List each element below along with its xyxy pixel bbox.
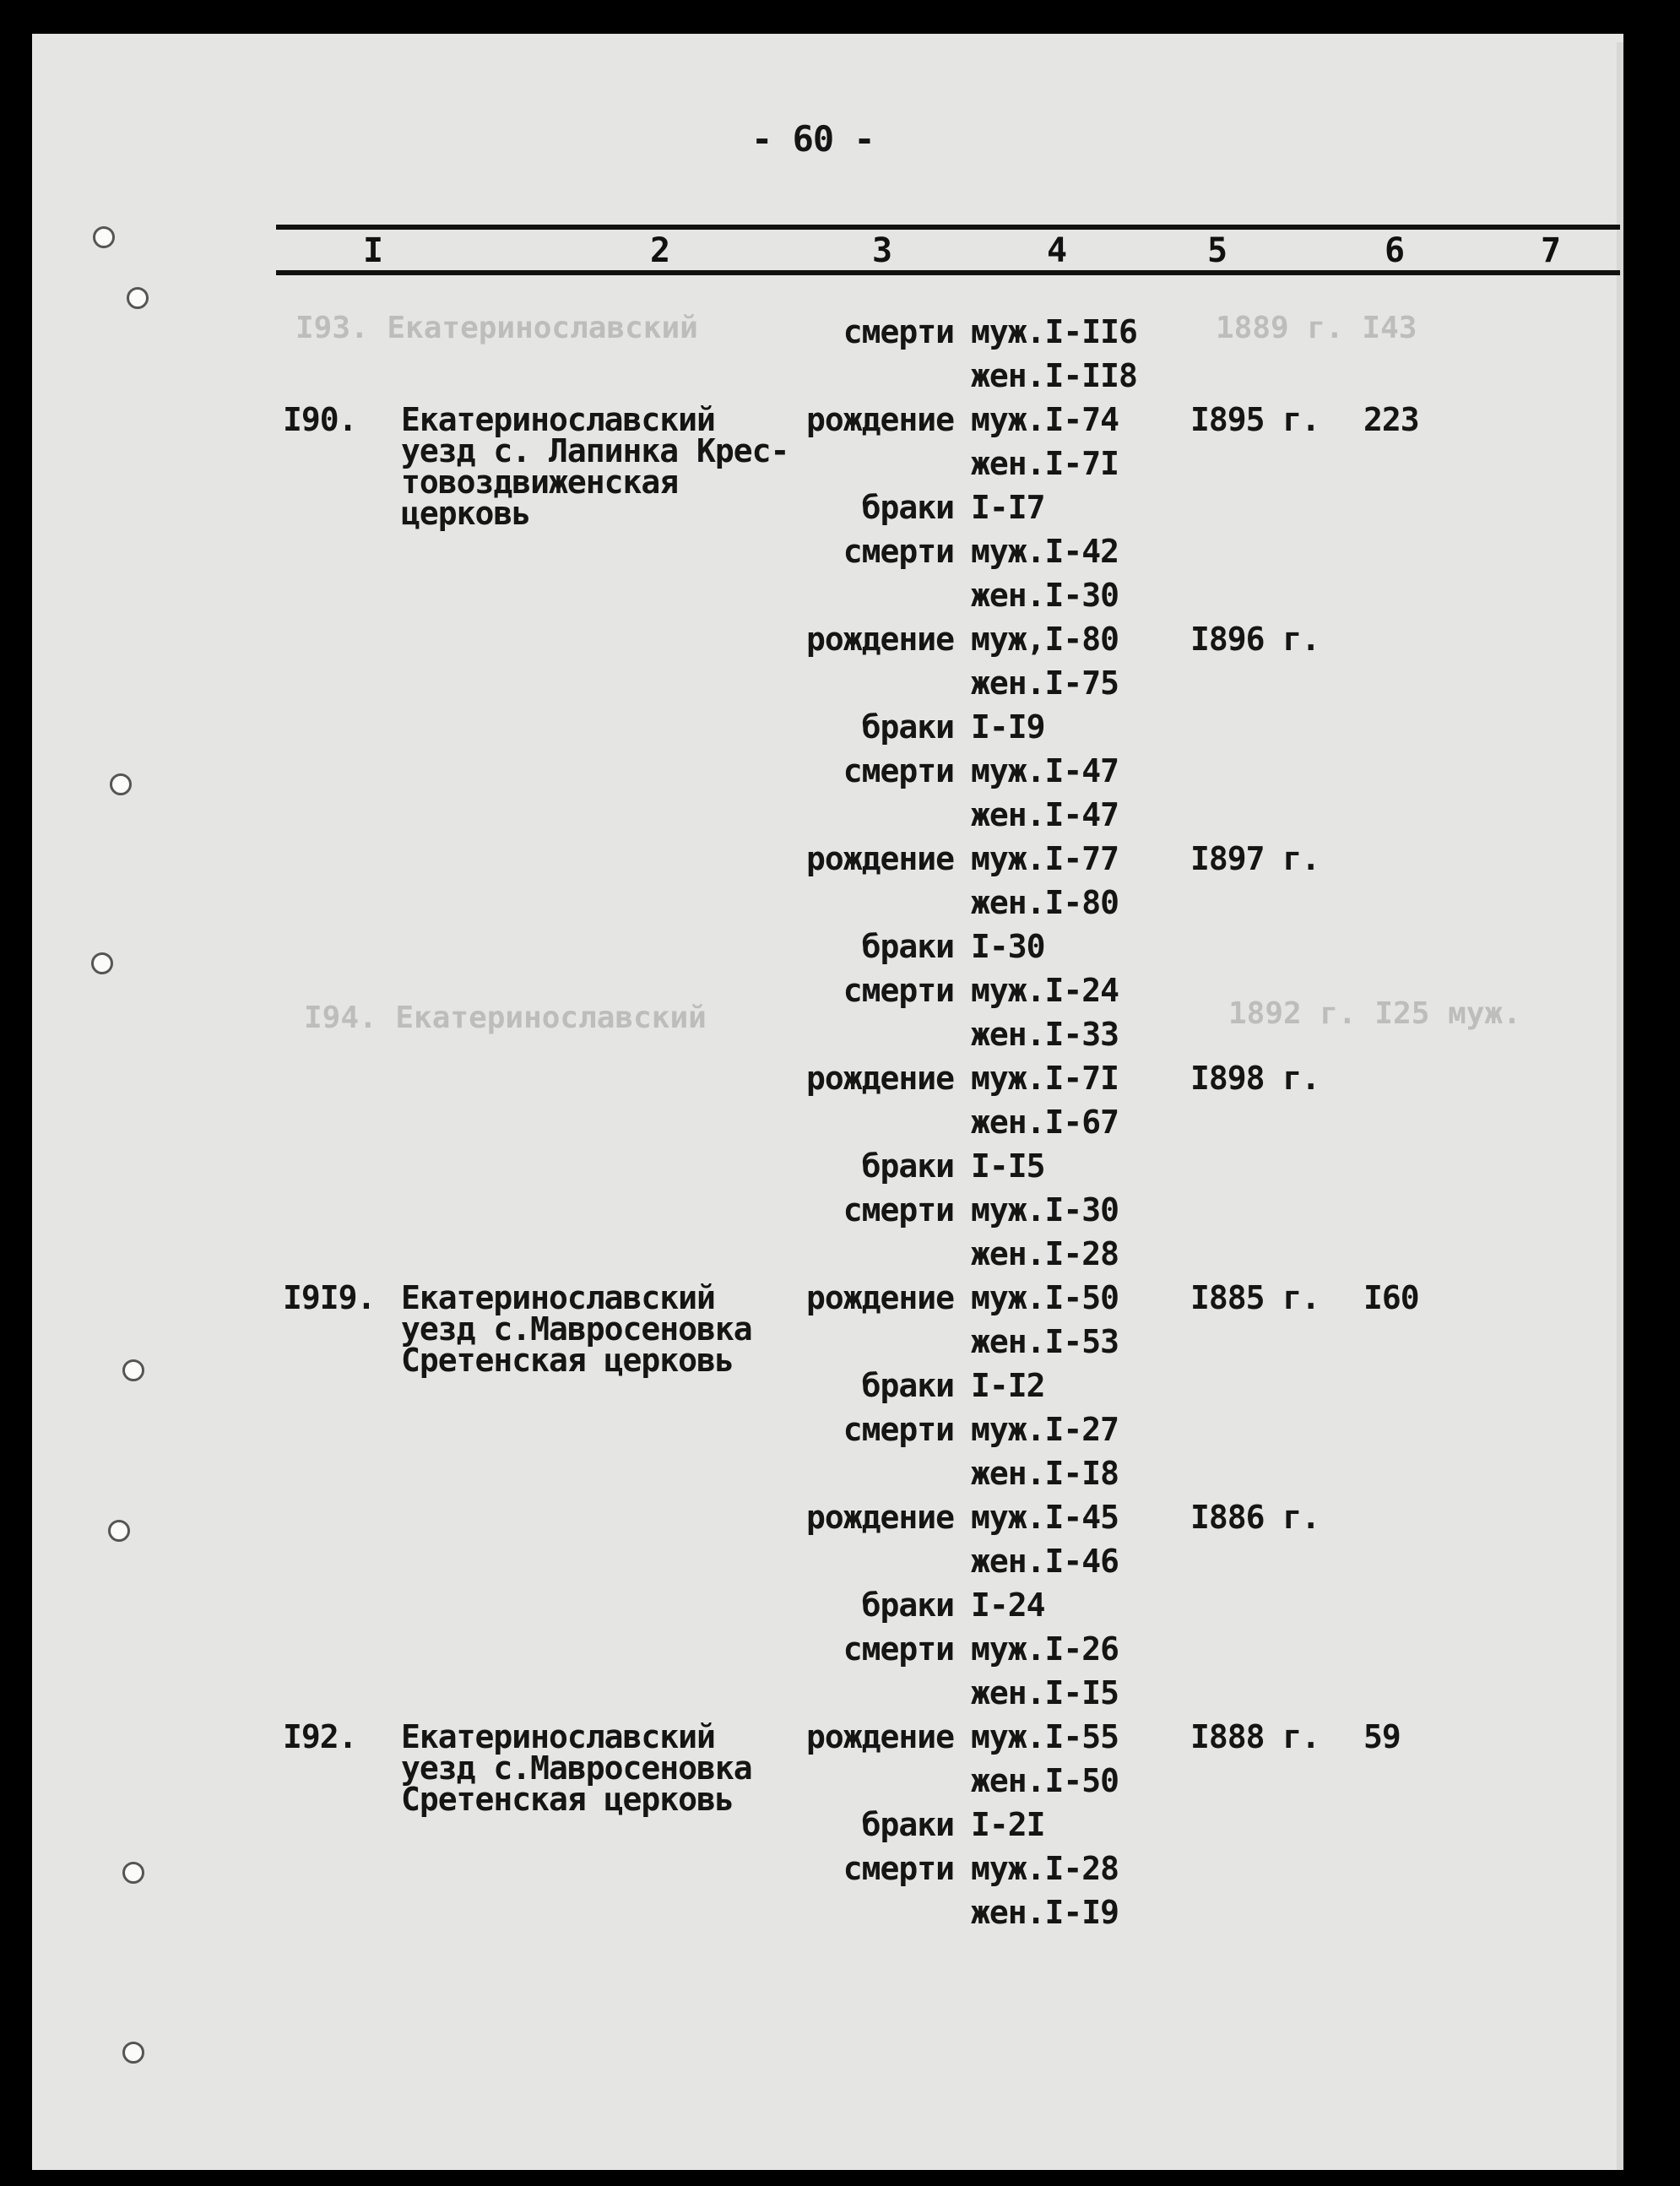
record-type: смерти <box>843 1630 954 1668</box>
record-range: жен.I-46 <box>971 1543 1119 1580</box>
record-number: I90. <box>283 401 357 438</box>
record-range: жен.I-53 <box>971 1323 1119 1360</box>
record-range: муж.I-47 <box>971 752 1119 789</box>
header-bottom-rule <box>276 270 1620 275</box>
parish-name-line: уезд с. Лапинка Крес- <box>401 432 789 469</box>
record-range: жен.I-33 <box>971 1016 1119 1053</box>
page-edge <box>1617 42 1623 2170</box>
record-range: муж.I-30 <box>971 1191 1119 1229</box>
bleed-through: I94. Екатеринославский <box>304 1001 707 1035</box>
record-range: муж.I-74 <box>971 401 1119 438</box>
record-type: браки <box>861 1806 954 1843</box>
parish-name-line: уезд с.Мавросеновка <box>401 1310 752 1348</box>
record-count: 223 <box>1363 401 1419 438</box>
binder-hole <box>122 2042 144 2064</box>
record-range: I-24 <box>971 1587 1045 1624</box>
record-count: I60 <box>1363 1279 1419 1316</box>
record-year: I896 г. <box>1190 621 1320 658</box>
bleed-through: 1892 г. I25 муж. <box>1228 996 1521 1031</box>
record-range: жен.I-67 <box>971 1104 1119 1141</box>
record-type: рождение <box>805 1279 954 1316</box>
record-type: рождение <box>805 1718 954 1755</box>
record-type: рождение <box>805 1499 954 1536</box>
record-range: муж.I-26 <box>971 1630 1119 1668</box>
record-range: жен.I-II8 <box>971 357 1137 394</box>
column-header-7: 7 <box>1541 231 1562 270</box>
parish-name-line: Сретенская церковь <box>401 1342 734 1379</box>
record-range: жен.I-30 <box>971 577 1119 614</box>
record-range: жен.I-28 <box>971 1235 1119 1272</box>
binder-hole <box>108 1520 130 1542</box>
parish-name-line: Екатеринославский <box>401 1279 715 1316</box>
parish-name-line: товоздвиженская <box>401 464 679 501</box>
binder-hole <box>122 1359 144 1381</box>
record-range: I-30 <box>971 928 1045 965</box>
column-header-2: 2 <box>650 231 671 270</box>
parish-name-line: церковь <box>401 495 531 532</box>
document-page <box>32 34 1623 2170</box>
record-range: I-I2 <box>971 1367 1045 1404</box>
record-year: I886 г. <box>1190 1499 1320 1536</box>
record-range: жен.I-47 <box>971 796 1119 833</box>
parish-name-line: Сретенская церковь <box>401 1781 734 1818</box>
binder-hole <box>127 287 149 309</box>
record-range: жен.I-7I <box>971 445 1119 482</box>
record-range: жен.I-I9 <box>971 1894 1119 1931</box>
binder-hole <box>91 952 113 974</box>
record-type: смерти <box>843 1411 954 1448</box>
column-header-3: 3 <box>872 231 893 270</box>
record-range: I-I5 <box>971 1147 1045 1185</box>
record-year: I897 г. <box>1190 840 1320 877</box>
record-type: браки <box>861 928 954 965</box>
column-header-4: 4 <box>1047 231 1068 270</box>
record-type: рождение <box>805 401 954 438</box>
record-range: жен.I-I8 <box>971 1455 1119 1492</box>
record-range: муж.I-77 <box>971 840 1119 877</box>
record-type: браки <box>861 1587 954 1624</box>
record-type: браки <box>861 1367 954 1404</box>
parish-name-line: Екатеринославский <box>401 401 715 438</box>
page-number: - 60 - <box>751 118 875 160</box>
record-range: муж.I-55 <box>971 1718 1119 1755</box>
record-type: браки <box>861 1147 954 1185</box>
record-type: смерти <box>843 1850 954 1887</box>
parish-name-line: уезд с.Мавросеновка <box>401 1749 752 1787</box>
record-type: смерти <box>843 533 954 570</box>
binder-hole <box>93 226 115 248</box>
column-header-5: 5 <box>1207 231 1228 270</box>
record-type: смерти <box>843 972 954 1009</box>
bleed-through: 1889 г. I43 <box>1216 311 1417 345</box>
record-year: I898 г. <box>1190 1060 1320 1097</box>
record-range: муж.I-28 <box>971 1850 1119 1887</box>
record-range: муж.I-24 <box>971 972 1119 1009</box>
record-range: муж,I-80 <box>971 621 1119 658</box>
record-range: муж.I-27 <box>971 1411 1119 1448</box>
record-year: I885 г. <box>1190 1279 1320 1316</box>
record-number: I92. <box>283 1718 357 1755</box>
record-year: I888 г. <box>1190 1718 1320 1755</box>
record-range: I-I7 <box>971 489 1045 526</box>
column-header-6: 6 <box>1385 231 1406 270</box>
parish-name-line: Екатеринославский <box>401 1718 715 1755</box>
record-range: муж.I-45 <box>971 1499 1119 1536</box>
record-number: I9I9. <box>283 1279 376 1316</box>
record-range: муж.I-50 <box>971 1279 1119 1316</box>
record-range: муж.I-7I <box>971 1060 1119 1097</box>
record-type: рождение <box>805 840 954 877</box>
binder-hole <box>122 1862 144 1884</box>
record-range: жен.I-50 <box>971 1762 1119 1799</box>
record-type: браки <box>861 708 954 746</box>
bleed-through: I93. Екатеринославский <box>295 311 698 345</box>
record-type: рождение <box>805 1060 954 1097</box>
record-count: 59 <box>1363 1718 1401 1755</box>
record-range: муж.I-II6 <box>971 313 1137 350</box>
record-type: смерти <box>843 752 954 789</box>
record-range: I-2I <box>971 1806 1045 1843</box>
record-type: смерти <box>843 1191 954 1229</box>
record-range: жен.I-80 <box>971 884 1119 921</box>
header-top-rule <box>276 225 1620 230</box>
record-range: муж.I-42 <box>971 533 1119 570</box>
record-type: рождение <box>805 621 954 658</box>
binder-hole <box>110 773 132 795</box>
record-range: жен.I-I5 <box>971 1674 1119 1711</box>
record-year: I895 г. <box>1190 401 1320 438</box>
record-type: смерти <box>843 313 954 350</box>
column-header-1: I <box>363 231 384 270</box>
record-range: I-I9 <box>971 708 1045 746</box>
record-range: жен.I-75 <box>971 664 1119 702</box>
record-type: браки <box>861 489 954 526</box>
